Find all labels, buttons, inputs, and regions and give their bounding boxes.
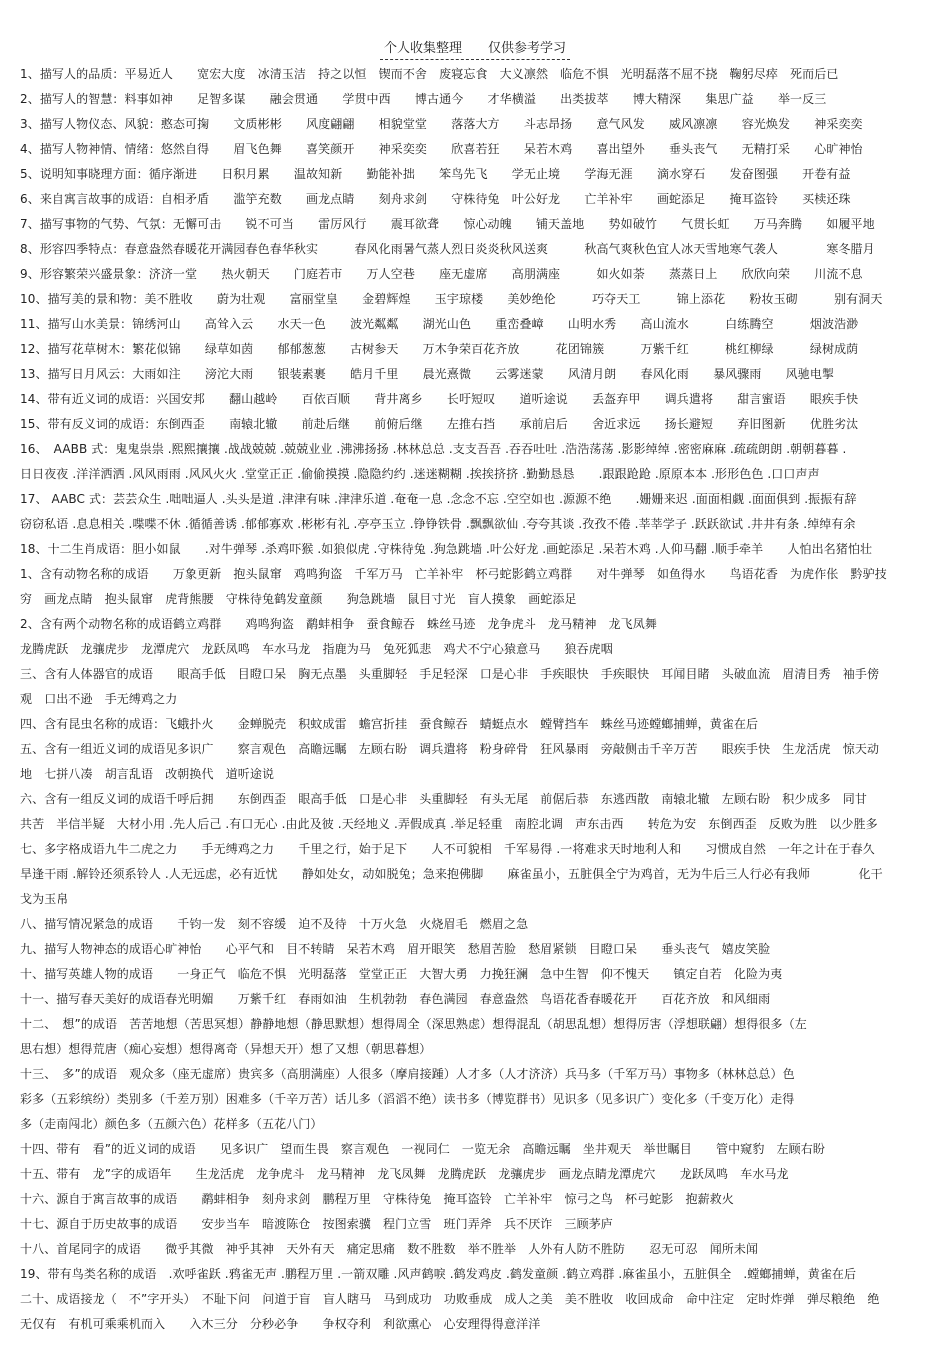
header-title: 个人收集整理 仅供参考学习 — [380, 40, 570, 60]
text-line: 7、描写事物的气势、气氛：无懈可击 锐不可当 雷厉风行 震耳欲聋 惊心动魄 铺天盖地 势如破竹 气贯长虹 万马奔腾 如履平地 — [20, 217, 875, 231]
text-line: 观 口出不逊 手无缚鸡之力 — [20, 692, 178, 706]
text-line: 十六、源自于寓言故事的成语 鹬蚌相争 刻舟求剑 鹏程万里 守株待兔 掩耳盗铃 亡羊补牢 惊弓之鸟 杯弓蛇影 抱薪救火 — [20, 1192, 734, 1206]
text-line: 彩多（五彩缤纷）类别多（千差万别）困难多（千辛万苦）话儿多（滔滔不绝）读书多（博览群书）见识多（见多识广）变化多（千变万化）走得 — [20, 1092, 795, 1106]
text-line: 十五、带有 龙”字的成语年 生龙活虎 龙争虎斗 龙马精神 龙飞凤舞 龙腾虎跃 龙骧虎步 画龙点睛龙潭虎穴 龙跃凤鸣 车水马龙 — [20, 1167, 789, 1181]
text-line: 十、描写英雄人物的成语 一身正气 临危不惧 光明磊落 堂堂正正 大智大勇 力挽狂澜 急中生智 仰不愧天 镇定自若 化险为夷 — [20, 967, 783, 981]
text-line: 七、多字格成语九牛二虎之力 手无缚鸡之力 千里之行，始于足下 人不可貌相 千军易得 .一将难求天时地利人和 习惯成自然 一年之计在于春久 — [20, 842, 875, 856]
text-line: 共苦 半信半疑 大材小用 .先人后己 .有口无心 .由此及彼 .天经地义 .弄假成真 .举足轻重 南腔北调 声东击西 转危为安 东倒西歪 反败为胜 以少胜多 — [20, 817, 878, 831]
text-line: 二十、成语接龙（ 不”字开头） 不耻下问 问道于盲 盲人瞎马 马到成功 功败垂成 成人之美 美不胜收 收回成命 命中注定 定时炸弹 弹尽粮绝 绝 — [20, 1292, 880, 1306]
text-line: 十七、源自于历史故事的成语 安步当车 暗渡陈仓 按图索骥 程门立雪 班门弄斧 兵不厌诈 三顾茅庐 — [20, 1217, 613, 1231]
text-line: 13、描写日月风云：大雨如注 滂沱大雨 银装素裹 皓月千里 晨光熹微 云雾迷蒙 风清月朗 春风化雨 暴风骤雨 风驰电掣 — [20, 367, 835, 381]
page-header — [0, 40, 950, 60]
text-line: 十八、首尾同字的成语 微乎其微 神乎其神 天外有天 痛定思痛 数不胜数 举不胜举 人外有人防不胜防 忍无可忍 闻所未闻 — [20, 1242, 759, 1256]
text-line: 15、带有反义词的成语：东倒西歪 南辕北辙 前赴后继 前俯后继 左推右挡 承前启后 舍近求远 扬长避短 弃旧图新 优胜劣汰 — [20, 417, 859, 431]
text-line: 六、含有一组反义词的成语千呼后拥 东倒西歪 眼高手低 口是心非 头重脚轻 有头无尾 前倨后恭 东逃西散 南辕北辙 左顾右盼 积少成多 同甘 — [20, 792, 868, 806]
text-line: 8、形容四季特点：春意盎然春暖花开满园春色春华秋实 春风化雨暑气蒸人烈日炎炎秋风送爽 秋高气爽秋色宜人冰天雪地寒气袭人 寒冬腊月 — [20, 242, 875, 256]
text-line: 地 七拼八凑 胡言乱语 改朝换代 道听途说 — [20, 767, 275, 781]
text-line: 多（走南闯北）颜色多（五颜六色）花样多（五花八门） — [20, 1117, 323, 1131]
text-line: 9、形容繁荣兴盛景象：济济一堂 热火朝天 门庭若市 万人空巷 座无虚席 高朋满座 如火如荼 蒸蒸日上 欣欣向荣 川流不息 — [20, 267, 863, 281]
text-line: 1、描写人的品质：平易近人 宽宏大度 冰清玉洁 持之以恒 锲而不舍 废寝忘食 大义凛然 临危不惧 光明磊落不屈不挠 鞠躬尽瘁 死而后已 — [20, 67, 839, 81]
text-line: 龙腾虎跃 龙骧虎步 龙潭虎穴 龙跃凤鸣 车水马龙 指鹿为马 兔死狐悲 鸡犬不宁心猿意马 狼吞虎咽 — [20, 642, 613, 656]
text-line: 十四、带有 看”的近义词的成语 见多识广 望而生畏 察言观色 一视同仁 一览无余 高瞻远瞩 坐井观天 举世瞩目 管中窥豹 左顾右盼 — [20, 1142, 825, 1156]
text-line: 窃窃私语 .息息相关 .喋喋不休 .循循善诱 .郁郁寡欢 .彬彬有礼 .亭亭玉立 .铮铮铁骨 .飘飘欲仙 .夸夸其谈 .孜孜不倦 .莘莘学子 .跃跃欲试 .井井有条 .绰绰有余 — [20, 517, 856, 531]
text-line: 五、含有一组近义词的成语见多识广 察言观色 高瞻远瞩 左顾右盼 调兵遣将 粉身碎骨 狂风暴雨 旁敲侧击千辛万苦 眼疾手快 生龙活虎 惊天动 — [20, 742, 880, 756]
text-line: 14、带有近义词的成语：兴国安邦 翻山越岭 百依百顺 背井离乡 长吁短叹 道听途说 丢盔弃甲 调兵遣将 甜言蜜语 眼疾手快 — [20, 392, 859, 406]
text-line: 11、描写山水美景：锦绣河山 高耸入云 水天一色 波光粼粼 湖光山色 重峦叠嶂 山明水秀 高山流水 白练腾空 烟波浩渺 — [20, 317, 859, 331]
text-line: 4、描写人物神情、情绪：悠然自得 眉飞色舞 喜笑颜开 神采奕奕 欣喜若狂 呆若木鸡 喜出望外 垂头丧气 无精打采 心旷神怡 — [20, 142, 863, 156]
text-line: 18、十二生肖成语：胆小如鼠 .对牛弹琴 .杀鸡吓猴 .如狼似虎 .守株待兔 .狗急跳墙 .叶公好龙 .画蛇添足 .呆若木鸡 .人仰马翻 .顺手牵羊 人怕出名猪怕壮 — [20, 542, 873, 556]
text-line: 1、含有动物名称的成语 万象更新 抱头鼠窜 鸡鸣狗盗 千军万马 亡羊补牢 杯弓蛇影鹤立鸡群 对牛弹琴 如鱼得水 鸟语花香 为虎作伥 黔驴技 — [20, 567, 887, 581]
text-line: 2、描写人的智慧：料事如神 足智多谋 融会贯通 学贯中西 博古通今 才华横溢 出类拔萃 博大精深 集思广益 举一反三 — [20, 92, 827, 106]
text-line: 九、描写人物神态的成语心旷神怡 心平气和 目不转睛 呆若木鸡 眉开眼笑 愁眉苦脸 愁眉紧锁 目瞪口呆 垂头丧气 嬉皮笑脸 — [20, 942, 771, 956]
text-line: 17、 AABC 式：芸芸众生 .咄咄逼人 .头头是道 .津津有味 .津津乐道 .奄奄一息 .念念不忘 .空空如也 .源源不绝 .姗姗来迟 .面面相觑 .面面俱到 .振振有辞 — [20, 492, 857, 506]
text-line: 穷 画龙点睛 抱头鼠窜 虎背熊腰 守株待兔鹤发童颜 狗急跳墙 鼠目寸光 盲人摸象 画蛇添足 — [20, 592, 577, 606]
text-line: 6、来自寓言故事的成语：自相矛盾 滥竽充数 画龙点睛 刻舟求剑 守株待兔 叶公好龙 亡羊补牢 画蛇添足 掩耳盗铃 买椟还珠 — [20, 192, 851, 206]
text-line: 10、描写美的景和物：美不胜收 蔚为壮观 富丽堂皇 金碧辉煌 玉宇琼楼 美妙绝伦 巧夺天工 锦上添花 粉妆玉砌 别有洞天 — [20, 292, 883, 306]
text-line: 十二、 想”的成语 苦苦地想（苦思冥想）静静地想（静思默想）想得周全（深思熟虑）想得混乱（胡思乱想）想得厉害（浮想联翩）想得很多（左 — [20, 1017, 807, 1031]
text-line: 3、描写人物仪态、风貌：憨态可掬 文质彬彬 风度翩翩 相貌堂堂 落落大方 斗志昂扬 意气风发 威风凛凛 容光焕发 神采奕奕 — [20, 117, 863, 131]
text-line: 三、含有人体器官的成语 眼高手低 目瞪口呆 胸无点墨 头重脚轻 手足轻深 口是心非 手疾眼快 手疾眼快 耳闻目睹 头破血流 眉清目秀 袖手傍 — [20, 667, 880, 681]
text-line: 旱逢干雨 .解铃还须系铃人 .人无远虑，必有近忧 静如处女，动如脱兔；急来抱佛脚 麻雀虽小，五脏俱全宁为鸡首，无为牛后三人行必有我师 化干 — [20, 867, 883, 881]
text-line: 思右想）想得荒唐（痴心妄想）想得离奇（异想天开）想了又想（朝思暮想） — [20, 1042, 432, 1056]
text-line: 无仅有 有机可乘乘机而入 入木三分 分秒必争 争权夺利 利欲熏心 心安理得得意洋洋 — [20, 1317, 541, 1331]
text-line: 19、带有鸟类名称的成语 .欢呼雀跃 .鸦雀无声 .鹏程万里 .一箭双雕 .风声鹤唳 .鹤发鸡皮 .鹤发童颜 .鹤立鸡群 .麻雀虽小，五脏俱全 .螳螂捕蝉，黄雀在后 — [20, 1267, 857, 1281]
text-line: 四、含有昆虫名称的成语：飞蛾扑火 金蝉脱壳 积蚊成雷 蟾宫折挂 蚕食鲸吞 蜻蜓点水 螳臂挡车 蛛丝马迹螳螂捕蝉，黄雀在后 — [20, 717, 759, 731]
text-line: 日日夜夜 .洋洋洒洒 .风风雨雨 .风风火火 .堂堂正正 .偷偷摸摸 .隐隐约约 .迷迷糊糊 .挨挨挤挤 .勤勤恳恳 .跟跟跄跄 .原原本本 .形形色色 .口口声声 — [20, 467, 820, 481]
text-line: 十三、 多”的成语 观众多（座无虚席）贵宾多（高朋满座）人很多（摩肩接踵）人才多（人才济济）兵马多（千军万马）事物多（林林总总）色 — [20, 1067, 795, 1081]
document-body — [20, 62, 932, 1337]
text-line: 2、含有两个动物名称的成语鹤立鸡群 鸡鸣狗盗 鹬蚌相争 蚕食鲸吞 蛛丝马迹 龙争虎斗 龙马精神 龙飞凤舞 — [20, 617, 657, 631]
text-line: 5、说明知事晓理方面：循序渐进 日积月累 温故知新 勤能补拙 笨鸟先飞 学无止境 学海无涯 滴水穿石 发奋图强 开卷有益 — [20, 167, 851, 181]
text-line: 12、描写花草树木：繁花似锦 绿草如茵 郁郁葱葱 古树参天 万木争荣百花齐放 花团锦簇 万紫千红 桃红柳绿 绿树成荫 — [20, 342, 859, 356]
text-line: 戈为玉帛 — [20, 892, 69, 906]
text-line: 16、 AABB 式：鬼鬼祟祟 .熙熙攘攘 .战战兢兢 .兢兢业业 .沸沸扬扬 .林林总总 .支支吾吾 .吞吞吐吐 .浩浩荡荡 .影影绰绰 .密密麻麻 .疏疏朗朗 .朝朝暮暮 . — [20, 442, 847, 456]
text-line: 八、描写情况紧急的成语 千钧一发 刻不容缓 迫不及待 十万火急 火烧眉毛 燃眉之急 — [20, 917, 529, 931]
text-line: 十一、描写春天美好的成语春光明媚 万紫千红 春雨如油 生机勃勃 春色满园 春意盎然 鸟语花香春暖花开 百花齐放 和风细雨 — [20, 992, 771, 1006]
